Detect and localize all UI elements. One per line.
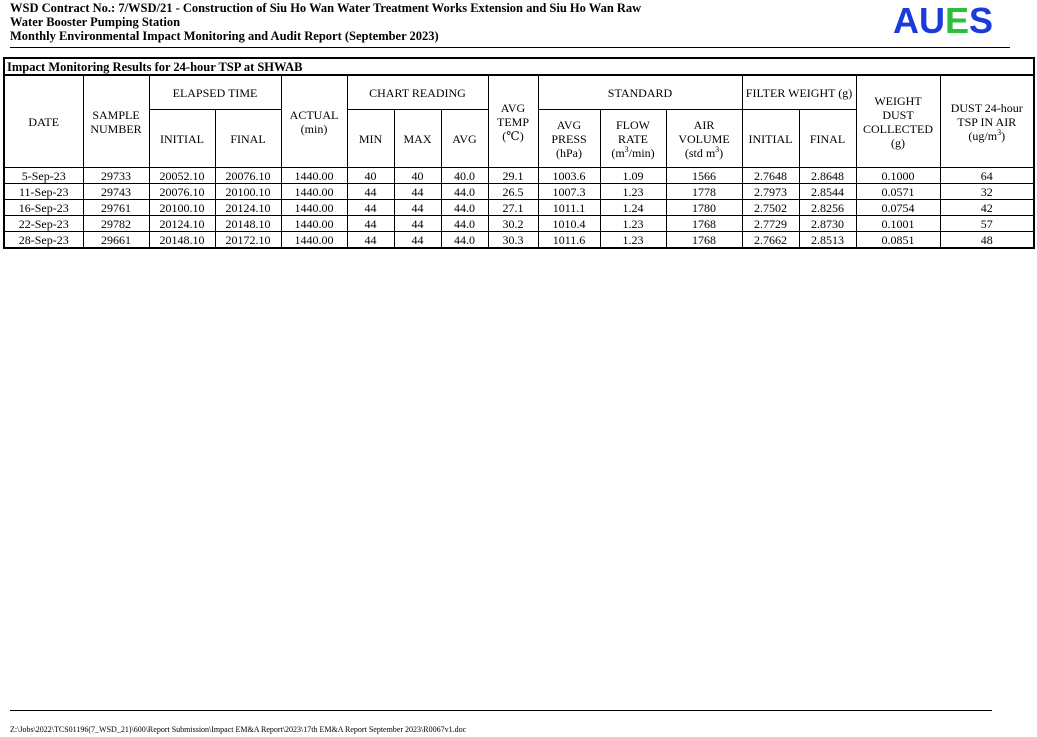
table-row: [4, 232, 1034, 249]
cell-chart-avg: 44.0: [441, 232, 488, 249]
cell-actual: 1440.00: [281, 168, 347, 184]
cell-air-volume: 1768: [666, 232, 742, 249]
cell-dust-tsp: 32: [940, 184, 1034, 200]
cell-elapsed-final: 20100.10: [215, 184, 281, 200]
table-title: Impact Monitoring Results for 24-hour TSP at SHWAB: [4, 58, 1034, 75]
cell-air-volume: 1780: [666, 200, 742, 216]
cell-filter-final: 2.8648: [799, 168, 856, 184]
cell-date: 11-Sep-23: [4, 184, 83, 200]
cell-chart-avg: 44.0: [441, 200, 488, 216]
cell-avg-press: 1007.3: [538, 184, 600, 200]
cell-filter-final: 2.8544: [799, 184, 856, 200]
cell-flow-rate: 1.23: [600, 184, 666, 200]
header-chart-avg: AVG: [441, 110, 488, 168]
logo-letter-a: A: [893, 0, 919, 41]
cell-sample-number: 29733: [83, 168, 149, 184]
header-sample-number: SAMPLE NUMBER: [83, 75, 149, 168]
header-elapsed-initial: INITIAL: [149, 110, 215, 168]
logo-letter-s: S: [969, 0, 994, 41]
cell-sample-number: 29782: [83, 216, 149, 232]
cell-avg-press: 1011.1: [538, 200, 600, 216]
cell-chart-min: 44: [347, 232, 394, 249]
cell-elapsed-initial: 20100.10: [149, 200, 215, 216]
cell-dust-tsp: 57: [940, 216, 1034, 232]
header-dust-tsp: [940, 75, 1034, 168]
header-chart-max: MAX: [394, 110, 441, 168]
header-air-volume-unit-c: ): [719, 145, 724, 160]
footer-divider: [10, 710, 992, 711]
cell-weight-dust: 0.0571: [856, 184, 940, 200]
cell-elapsed-final: 20172.10: [215, 232, 281, 249]
cell-chart-max: 44: [394, 232, 441, 249]
header-filter-initial: INITIAL: [742, 110, 799, 168]
cell-sample-number: 29761: [83, 200, 149, 216]
cell-chart-max: 40: [394, 168, 441, 184]
cell-filter-initial: 2.7648: [742, 168, 799, 184]
header-avg-press: AVG PRESS (hPa): [538, 110, 600, 168]
header-elapsed-final: FINAL: [215, 110, 281, 168]
cell-avg-temp: 29.1: [488, 168, 538, 184]
header-weight-dust: WEIGHT DUST COLLECTED (g): [856, 75, 940, 168]
cell-chart-min: 44: [347, 184, 394, 200]
cell-avg-temp: 26.5: [488, 184, 538, 200]
cell-chart-min: 44: [347, 200, 394, 216]
header-filter-weight: FILTER WEIGHT (g): [742, 75, 856, 110]
header-chart-min: MIN: [347, 110, 394, 168]
cell-dust-tsp: 64: [940, 168, 1034, 184]
cell-elapsed-initial: 20076.10: [149, 184, 215, 200]
cell-filter-initial: 2.7973: [742, 184, 799, 200]
cell-chart-min: 40: [347, 168, 394, 184]
header-dust-unit-a: (ug/m: [968, 128, 998, 143]
table-body: [4, 168, 1034, 249]
logo-letter-u: U: [919, 0, 945, 41]
header-flow-rate: [600, 110, 666, 168]
header-date: DATE: [4, 75, 83, 168]
cell-weight-dust: 0.0851: [856, 232, 940, 249]
cell-air-volume: 1768: [666, 216, 742, 232]
cell-avg-press: 1010.4: [538, 216, 600, 232]
cell-filter-final: 2.8256: [799, 200, 856, 216]
cell-filter-final: 2.8513: [799, 232, 856, 249]
cell-weight-dust: 0.1000: [856, 168, 940, 184]
tsp-results-table: [3, 57, 1035, 249]
cell-chart-max: 44: [394, 216, 441, 232]
logo-letter-e: E: [945, 0, 970, 41]
report-header: [10, 1, 750, 43]
cell-sample-number: 29661: [83, 232, 149, 249]
cell-air-volume: 1778: [666, 184, 742, 200]
cell-filter-final: 2.8730: [799, 216, 856, 232]
header-divider: [10, 47, 1010, 48]
header-air-volume-unit-a: (std m: [684, 145, 716, 160]
cell-elapsed-final: 20148.10: [215, 216, 281, 232]
cell-chart-avg: 40.0: [441, 168, 488, 184]
cell-elapsed-final: 20124.10: [215, 200, 281, 216]
cell-date: 16-Sep-23: [4, 200, 83, 216]
cell-chart-avg: 44.0: [441, 216, 488, 232]
cell-avg-press: 1003.6: [538, 168, 600, 184]
header-contract-line: WSD Contract No.: 7/WSD/21 - Construction of Siu Ho Wan Water Treatment Works Extension and Siu Ho Wan Raw: [10, 1, 642, 15]
cell-date: 28-Sep-23: [4, 232, 83, 249]
cell-actual: 1440.00: [281, 200, 347, 216]
header-standard: STANDARD: [538, 75, 742, 110]
table-row: [4, 200, 1034, 216]
file-path-footer: Z:\Jobs\2022\TCS01196(7_WSD_21)\600\Report Submission\Impact EM&A Report\2023\17th EM&A Report September 2023\R0067v1.doc: [10, 725, 467, 734]
header-dust-tsp-label: DUST 24-hour TSP IN AIR: [950, 100, 1023, 129]
cell-chart-avg: 44.0: [441, 184, 488, 200]
cell-sample-number: 29743: [83, 184, 149, 200]
cell-actual: 1440.00: [281, 184, 347, 200]
table-row: [4, 168, 1034, 184]
cell-avg-temp: 30.2: [488, 216, 538, 232]
header-report-line: Monthly Environmental Impact Monitoring and Audit Report (September 2023): [10, 29, 439, 43]
header-filter-final: FINAL: [799, 110, 856, 168]
cell-avg-press: 1011.6: [538, 232, 600, 249]
header-flow-rate-unit-sup: 3: [624, 144, 629, 154]
cell-avg-temp: 27.1: [488, 200, 538, 216]
cell-weight-dust: 0.0754: [856, 200, 940, 216]
cell-flow-rate: 1.24: [600, 200, 666, 216]
header-dust-unit-c: ): [1001, 128, 1006, 143]
header-air-volume: [666, 110, 742, 168]
header-dust-unit-sup: 3: [997, 127, 1002, 137]
cell-dust-tsp: 48: [940, 232, 1034, 249]
table-row: [4, 184, 1034, 200]
cell-chart-min: 44: [347, 216, 394, 232]
header-avg-temp: AVG TEMP (℃): [488, 75, 538, 168]
cell-actual: 1440.00: [281, 216, 347, 232]
cell-filter-initial: 2.7662: [742, 232, 799, 249]
aues-logo: [893, 0, 993, 42]
header-elapsed-time: ELAPSED TIME: [149, 75, 281, 110]
header-air-volume-unit-sup: 3: [715, 144, 720, 154]
header-chart-reading: CHART READING: [347, 75, 488, 110]
cell-elapsed-initial: 20052.10: [149, 168, 215, 184]
cell-air-volume: 1566: [666, 168, 742, 184]
tsp-results-table-wrap: [3, 57, 1033, 249]
cell-avg-temp: 30.3: [488, 232, 538, 249]
header-flow-rate-unit-c: /min): [628, 145, 655, 160]
cell-chart-max: 44: [394, 200, 441, 216]
cell-dust-tsp: 42: [940, 200, 1034, 216]
header-actual: ACTUAL (min): [281, 75, 347, 168]
header-flow-rate-unit-a: (m: [611, 145, 625, 160]
cell-chart-max: 44: [394, 184, 441, 200]
cell-filter-initial: 2.7502: [742, 200, 799, 216]
cell-actual: 1440.00: [281, 232, 347, 249]
cell-flow-rate: 1.23: [600, 216, 666, 232]
cell-elapsed-final: 20076.10: [215, 168, 281, 184]
cell-elapsed-initial: 20124.10: [149, 216, 215, 232]
cell-flow-rate: 1.23: [600, 232, 666, 249]
header-station-line: Water Booster Pumping Station: [10, 15, 181, 29]
header-flow-rate-label: FLOW RATE: [616, 117, 650, 146]
cell-date: 22-Sep-23: [4, 216, 83, 232]
cell-flow-rate: 1.09: [600, 168, 666, 184]
table-row: [4, 216, 1034, 232]
cell-elapsed-initial: 20148.10: [149, 232, 215, 249]
cell-filter-initial: 2.7729: [742, 216, 799, 232]
cell-weight-dust: 0.1001: [856, 216, 940, 232]
cell-date: 5-Sep-23: [4, 168, 83, 184]
header-air-volume-label: AIR VOLUME: [678, 117, 730, 146]
